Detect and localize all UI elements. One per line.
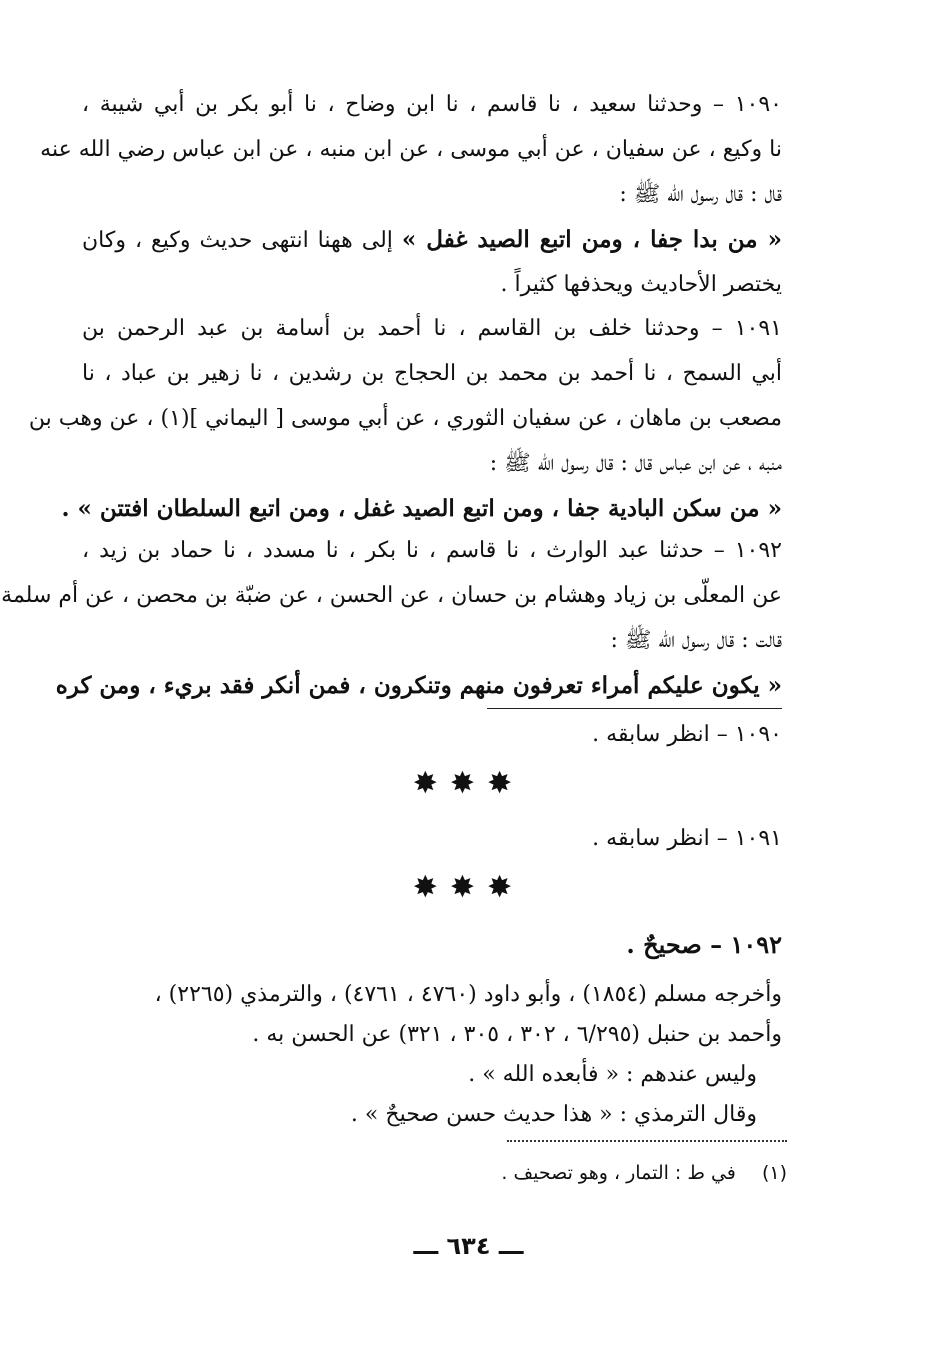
text-line: ١٠٩٠ – وحدثنا سعيد ، نا قاسم ، نا ابن وضاح ، نا أبو بكر بن أبي شيبة ،: [82, 92, 782, 117]
hadith-1091: [28, 306, 782, 531]
hadith-quote: « من سكن البادية جفا ، ومن اتبع الصيد غفل ، ومن اتبع السلطان افتتن » .: [61, 495, 782, 522]
note-1092-line: وليس عندهم : « فأبعده الله » .: [468, 1062, 757, 1087]
hadith-1092: [1, 528, 782, 708]
note-1092-title: ١٠٩٢ – صحيحٌ .: [626, 930, 782, 959]
text-line: [82, 217, 782, 262]
note-1090: ١٠٩٠ – انظر سابقه .: [592, 722, 782, 747]
note-1092-line: وقال الترمذي : « هذا حديث حسن صحيحٌ » .: [350, 1102, 757, 1127]
note-1091: ١٠٩١ – انظر سابقه .: [592, 826, 782, 851]
star-divider: ✸✸✸: [412, 766, 525, 801]
text-line: قالت : قال رسول الله ﷺ :: [610, 628, 782, 653]
text-line: قال : قال رسول الله ﷺ :: [619, 182, 782, 207]
hadith-quote: « يكون عليكم أمراء تعرفون منهم وتنكرون ، فمن أنكر فقد بريء ، ومن كره: [55, 672, 782, 699]
text-fragment: إلى ههنا انتهى حديث وكيع ، وكان: [82, 228, 393, 253]
footnote-separator: [507, 1140, 787, 1142]
text-line: ١٠٩١ – وحدثنا خلف بن القاسم ، نا أحمد بن أسامة بن عبد الرحمن بن: [82, 316, 782, 341]
star-divider: ✸✸✸: [412, 870, 525, 905]
footnote: [501, 1162, 787, 1184]
footnote-text: في ط : التمار ، وهو تصحيف .: [501, 1162, 736, 1184]
hadith-quote: « من بدا جفا ، ومن اتبع الصيد غفل »: [401, 226, 782, 253]
text-line: نا وكيع ، عن سفيان ، عن أبي موسى ، عن ابن منبه ، عن ابن عباس رضي الله عنه: [40, 137, 782, 162]
text-line: أبي السمح ، نا أحمد بن محمد بن الحجاج بن رشدين ، نا زهير بن عباد ، نا: [82, 361, 782, 386]
page-number: ـــ ٦٣٤ ـــ: [413, 1232, 524, 1260]
text-line: ١٠٩٢ – حدثنا عبد الوارث ، نا قاسم ، نا بكر ، نا مسدد ، نا حماد بن زيد ،: [82, 538, 782, 563]
separator-rule: [487, 708, 782, 709]
hadith-1090: [40, 82, 782, 307]
text-line: عن المعلّى بن زياد وهشام بن حسان ، عن الحسن ، عن ضبّة بن محصن ، عن أم سلمة: [1, 583, 782, 608]
note-1092-line: وأحمد بن حنبل (٦/٢٩٥ ، ٣٠٢ ، ٣٠٥ ، ٣٢١) عن الحسن به .: [252, 1022, 782, 1047]
note-1092-line: وأخرجه مسلم (١٨٥٤) ، وأبو داود (٤٧٦٠ ، ٤٧٦١) ، والترمذي (٢٢٦٥) ،: [154, 982, 782, 1007]
text-line: منبه ، عن ابن عباس قال : قال رسول الله ﷺ :: [489, 451, 782, 476]
text-line: يختصر الأحاديث ويحذفها كثيراً .: [500, 272, 782, 297]
text-line: مصعب بن ماهان ، عن سفيان الثوري ، عن أبي موسى [ اليماني ](١) ، عن وهب بن: [28, 406, 782, 431]
footnote-marker: (١): [761, 1162, 787, 1184]
